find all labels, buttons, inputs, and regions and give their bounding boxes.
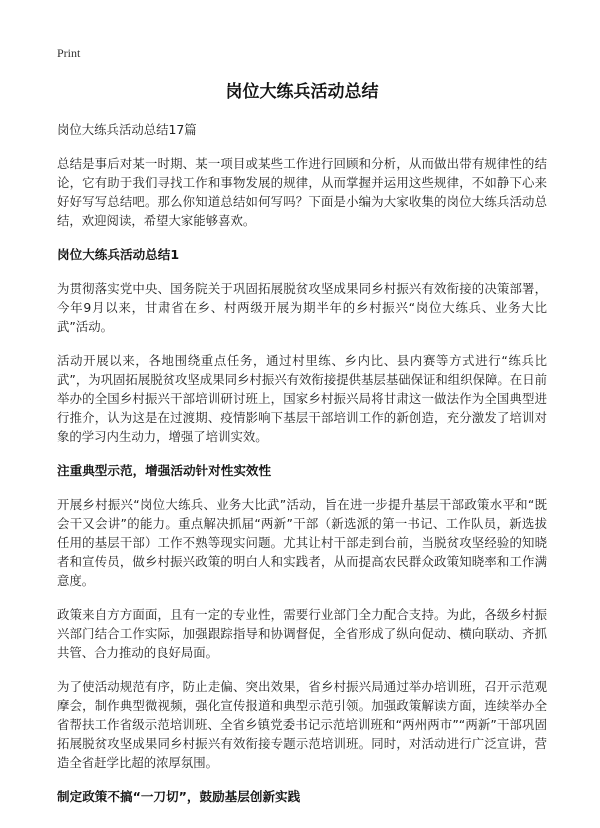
intro-paragraph: 总结是事后对某一时期、某一项目或某些工作进行回顾和分析，从而做出带有规律性的结论，它有助于我们寻找工作和事物发展的规律，从而掌握并运用这些规律，不如静下心来好好写写总结吧。那么你知道总结如何写吗？下面是小编为大家收集的岗位大练兵活动总结，欢迎阅读，希望大家能够喜欢。 xyxy=(57,156,547,228)
section1-paragraph-2: 活动开展以来，各地围绕重点任务，通过村里练、乡内比、县内赛等方式进行“练兵比武”，为巩固拓展脱贫攻坚成果同乡村振兴有效衔接提供基层基础保证和组织保障。在日前举办的全国乡村振兴干部培训研讨班上，国家乡村振兴局将甘肃这一做法作为全国典型进行推介，认为这是在过渡期、疫情影响下基层干部培训工作的新创造，充分激发了培训对象的学习内生动力，增强了培训实效。 xyxy=(57,353,547,444)
document-subtitle: 岗位大练兵活动总结17篇 xyxy=(57,122,197,137)
document-title: 岗位大练兵活动总结 xyxy=(225,82,379,102)
print-link[interactable]: Print xyxy=(57,46,81,60)
section-heading-1: 岗位大练兵活动总结1 xyxy=(57,247,180,262)
section2-paragraph-1: 开展乡村振兴“岗位大练兵、业务大比武”活动，旨在进一步提升基层干部政策水平和“既会干又会讲”的能力。重点解决抓届“两新”干部（新选派的第一书记、工作队员，新选拔任用的基层干部）工作不熟等现实问题。尤其让村干部走到台前，当脱贫攻坚经验的知晓者和宣传员，做乡村振兴政策的明白人和实践者，从而提高农民群众政策知晓率和工作满意度。 xyxy=(57,497,547,588)
section2-paragraph-3: 为了使活动规范有序，防止走偏、突出效果，省乡村振兴局通过举办培训班，召开示范观摩会，制作典型微视频，强化宣传报道和典型示范引领。加强政策解读方面，连续举办全省帮扶工作省级示范培训班、全省乡镇党委书记示范培训班和“两州两市”“两新”干部巩固拓展脱贫攻坚成果同乡村振兴有效衔接专题示范培训班。同时，对活动进行广泛宣讲，营造全省赶学比超的浓厚氛围。 xyxy=(57,679,547,770)
section1-paragraph-1: 为贯彻落实党中央、国务院关于巩固拓展脱贫攻坚成果同乡村振兴有效衔接的决策部署，今年9月以来，甘肃省在乡、村两级开展为期半年的乡村振兴“岗位大练兵、业务大比武”活动。 xyxy=(57,281,547,334)
section2-paragraph-2: 政策来自方方面面，且有一定的专业性，需要行业部门全力配合支持。为此，各级乡村振兴部门结合工作实际，加强跟踪指导和协调督促，全省形成了纵向促动、横向联动、齐抓共管、合力推动的良好局面。 xyxy=(57,607,547,660)
document-body xyxy=(57,120,547,821)
section-heading-3: 制定政策不搞“一刀切”，鼓励基层创新实践 xyxy=(57,789,301,804)
section-heading-2: 注重典型示范，增强活动针对性实效性 xyxy=(57,463,272,478)
